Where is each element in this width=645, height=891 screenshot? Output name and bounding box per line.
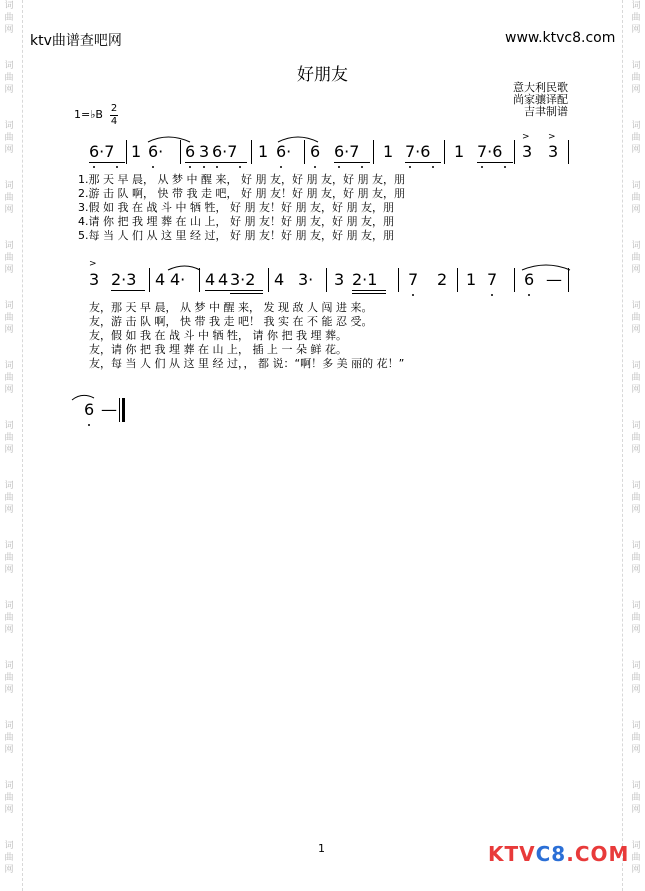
watermark-group — [629, 600, 643, 660]
watermark-char: 网 — [4, 685, 14, 695]
watermark-group — [629, 720, 643, 780]
watermark-char: 网 — [4, 805, 14, 815]
watermark-char: 网 — [4, 25, 14, 35]
accent-mark: > — [522, 132, 530, 142]
watermark-char: 词 — [631, 1, 641, 11]
watermark-char: 曲 — [631, 253, 641, 263]
watermark-char: 曲 — [631, 373, 641, 383]
watermark-group — [2, 780, 16, 840]
watermark-char: 网 — [4, 205, 14, 215]
watermark-char: 网 — [631, 565, 641, 575]
watermark-char: 词 — [631, 481, 641, 491]
watermark-char: 词 — [4, 241, 14, 251]
watermark-char: 曲 — [631, 613, 641, 623]
credit-lyrics: 尚家骧译配 — [513, 93, 568, 106]
barline — [119, 398, 120, 422]
watermark-char: 网 — [4, 865, 14, 875]
watermark-group — [2, 840, 16, 891]
watermark-char: 词 — [631, 601, 641, 611]
lyric-verse-4: 友，请 你 把 我 埋 葬 在 山 上， 插 上 一 朵 鲜 花。 — [89, 343, 347, 356]
watermark-char: 词 — [631, 781, 641, 791]
watermark-char: 曲 — [4, 13, 14, 23]
watermark-char: 曲 — [631, 13, 641, 23]
note: 4 — [205, 270, 216, 289]
note: 4 — [218, 270, 229, 289]
watermark-group — [2, 540, 16, 600]
watermark-group — [629, 660, 643, 720]
watermark-char: 曲 — [631, 493, 641, 503]
note: 1 — [454, 142, 465, 161]
watermark-char: 词 — [4, 1, 14, 11]
note: 3· — [298, 270, 314, 289]
watermark-char: 词 — [4, 61, 14, 71]
watermark-char: 词 — [631, 661, 641, 671]
logo-ktv: KTV — [488, 842, 536, 866]
watermark-char: 网 — [4, 145, 14, 155]
key-signature: 1=♭B — [74, 108, 103, 121]
watermark-char: 网 — [4, 325, 14, 335]
meter-bottom: 4 — [110, 116, 118, 127]
watermark-char: 网 — [631, 445, 641, 455]
watermark-char: 网 — [631, 25, 641, 35]
watermark-char: 词 — [631, 61, 641, 71]
note: 2 — [437, 270, 448, 289]
watermark-char: 词 — [4, 601, 14, 611]
note: 3 — [548, 142, 559, 161]
watermark-char: 曲 — [631, 193, 641, 203]
watermark-char: 词 — [631, 541, 641, 551]
watermark-char: 曲 — [4, 733, 14, 743]
watermark-char: 词 — [4, 301, 14, 311]
watermark-char: 词 — [631, 721, 641, 731]
site-url-right[interactable]: www.ktvc8.com — [505, 30, 616, 46]
watermark-group — [629, 840, 643, 891]
note: 6 — [310, 142, 321, 161]
note: 3·2 — [230, 270, 256, 289]
watermark-char: 曲 — [4, 433, 14, 443]
accent-mark: > — [548, 132, 556, 142]
note: 7 — [487, 270, 498, 289]
watermark-char: 曲 — [4, 673, 14, 683]
note: 3 — [89, 270, 100, 289]
meter-top: 2 — [110, 103, 118, 114]
note: 7 — [408, 270, 419, 289]
note: 4 — [155, 270, 166, 289]
watermark-char: 词 — [631, 841, 641, 851]
watermark-char: 曲 — [4, 613, 14, 623]
watermark-char: 网 — [631, 85, 641, 95]
watermark-group — [2, 480, 16, 540]
site-name-left[interactable]: ktv曲谱查吧网 — [30, 33, 122, 49]
credit-notation: 吉聿制谱 — [524, 105, 568, 118]
watermark-char: 网 — [4, 565, 14, 575]
watermark-char: 网 — [4, 445, 14, 455]
lyric-verse-2: 友，游 击 队 啊， 快 带 我 走 吧！ 我 实 在 不 能 忍 受。 — [89, 315, 373, 328]
note: 6 — [84, 400, 95, 419]
lyric-verse-1: 友，那 天 早 晨， 从 梦 中 醒 来， 发 现 敌 人 闯 进 来。 — [89, 301, 373, 314]
watermark-char: 词 — [4, 481, 14, 491]
watermark-char: 词 — [4, 721, 14, 731]
page-number: 1 — [318, 842, 325, 855]
watermark-char: 网 — [4, 85, 14, 95]
note: 7·6 — [477, 142, 503, 161]
watermark-char: 曲 — [631, 733, 641, 743]
note: 3 — [522, 142, 533, 161]
watermark-char: 曲 — [4, 853, 14, 863]
final-barline — [122, 398, 125, 422]
watermark-char: 网 — [631, 865, 641, 875]
note: 3 — [199, 142, 210, 161]
watermark-char: 曲 — [631, 133, 641, 143]
lyric-verse-4: 4.请 你 把 我 埋 葬 在 山 上， 好 朋 友！好 朋 友，好 朋 友，朋 — [78, 215, 394, 228]
note: — — [101, 400, 117, 419]
note: 6· — [276, 142, 292, 161]
watermark-char: 网 — [631, 325, 641, 335]
watermark-char: 网 — [631, 685, 641, 695]
watermark-char: 网 — [631, 385, 641, 395]
note: 1 — [131, 142, 142, 161]
watermark-char: 词 — [4, 841, 14, 851]
watermark-char: 网 — [4, 625, 14, 635]
credit-origin: 意大利民歌 — [513, 81, 568, 94]
watermark-char: 词 — [4, 361, 14, 371]
lyric-verse-3: 3.假 如 我 在 战 斗 中 牺 牲， 好 朋 友！好 朋 友，好 朋 友，朋 — [78, 201, 394, 214]
watermark-char: 曲 — [631, 553, 641, 563]
note: 3 — [334, 270, 345, 289]
watermark-char: 曲 — [4, 253, 14, 263]
watermark-char: 网 — [631, 505, 641, 515]
note: 2·1 — [352, 270, 378, 289]
lyric-verse-3: 友，假 如 我 在 战 斗 中 牺 牲， 请 你 把 我 埋 葬。 — [89, 329, 347, 342]
note: 2·3 — [111, 270, 137, 289]
watermark-char: 词 — [4, 181, 14, 191]
note: 4· — [170, 270, 186, 289]
watermark-char: 词 — [4, 661, 14, 671]
watermark-char: 曲 — [631, 313, 641, 323]
watermark-char: 曲 — [631, 793, 641, 803]
watermark-char: 词 — [4, 781, 14, 791]
watermark-char: 曲 — [4, 133, 14, 143]
watermark-char: 曲 — [4, 793, 14, 803]
watermark-char: 曲 — [4, 373, 14, 383]
lyric-verse-5: 5.每 当 人 们 从 这 里 经 过， 好 朋 友！好 朋 友，好 朋 友，朋 — [78, 229, 394, 242]
note: 6·7 — [334, 142, 360, 161]
logo-c8: C8 — [535, 842, 567, 866]
watermark-char: 词 — [631, 121, 641, 131]
note: 6·7 — [89, 142, 115, 161]
song-title: 好朋友 — [297, 65, 348, 85]
watermark-char: 词 — [631, 361, 641, 371]
note: 6 — [524, 270, 535, 289]
note: — — [546, 270, 562, 289]
watermark-char: 网 — [631, 145, 641, 155]
accent-mark: > — [89, 259, 97, 269]
watermark-char: 词 — [631, 181, 641, 191]
watermark-char: 网 — [631, 205, 641, 215]
lyric-verse-2: 2.游 击 队 啊， 快 带 我 走 吧， 好 朋 友！好 朋 友，好 朋 友，朋 — [78, 187, 405, 200]
note: 6· — [148, 142, 164, 161]
watermark-char: 词 — [631, 421, 641, 431]
note: 6 — [185, 142, 196, 161]
watermark-char: 网 — [631, 265, 641, 275]
watermark-char: 词 — [4, 541, 14, 551]
watermark-char: 曲 — [4, 553, 14, 563]
site-logo[interactable] — [488, 842, 629, 866]
watermark-group — [2, 600, 16, 660]
lyric-verse-1: 1.那 天 早 晨， 从 梦 中 醒 来， 好 朋 友，好 朋 友，好 朋 友，朋 — [78, 173, 405, 186]
watermark-char: 曲 — [4, 313, 14, 323]
note: 1 — [466, 270, 477, 289]
note: 4 — [274, 270, 285, 289]
note: 1 — [383, 142, 394, 161]
watermark-char: 网 — [631, 625, 641, 635]
slur-marks — [0, 0, 645, 430]
watermark-char: 网 — [4, 385, 14, 395]
watermark-char: 曲 — [4, 73, 14, 83]
watermark-char: 网 — [631, 745, 641, 755]
watermark-char: 曲 — [631, 673, 641, 683]
watermark-group — [2, 720, 16, 780]
watermark-char: 词 — [4, 421, 14, 431]
watermark-char: 曲 — [631, 433, 641, 443]
watermark-char: 曲 — [631, 853, 641, 863]
lyric-verse-5: 友，每 当 人 们 从 这 里 经 过，， 都 说：“啊！多 美 丽的 花！” — [89, 357, 405, 370]
watermark-group — [629, 780, 643, 840]
watermark-char: 曲 — [631, 73, 641, 83]
watermark-char: 网 — [4, 745, 14, 755]
watermark-char: 网 — [4, 505, 14, 515]
octave-dot — [88, 424, 90, 426]
logo-com: .COM — [566, 842, 630, 866]
watermark-group — [629, 480, 643, 540]
watermark-group — [629, 540, 643, 600]
watermark-char: 网 — [4, 265, 14, 275]
watermark-char: 曲 — [4, 493, 14, 503]
note: 6·7 — [212, 142, 238, 161]
watermark-char: 词 — [631, 241, 641, 251]
watermark-group — [2, 660, 16, 720]
note: 7·6 — [405, 142, 431, 161]
watermark-char: 网 — [631, 805, 641, 815]
watermark-char: 词 — [4, 121, 14, 131]
watermark-char: 曲 — [4, 193, 14, 203]
note: 1 — [258, 142, 269, 161]
watermark-char: 词 — [631, 301, 641, 311]
